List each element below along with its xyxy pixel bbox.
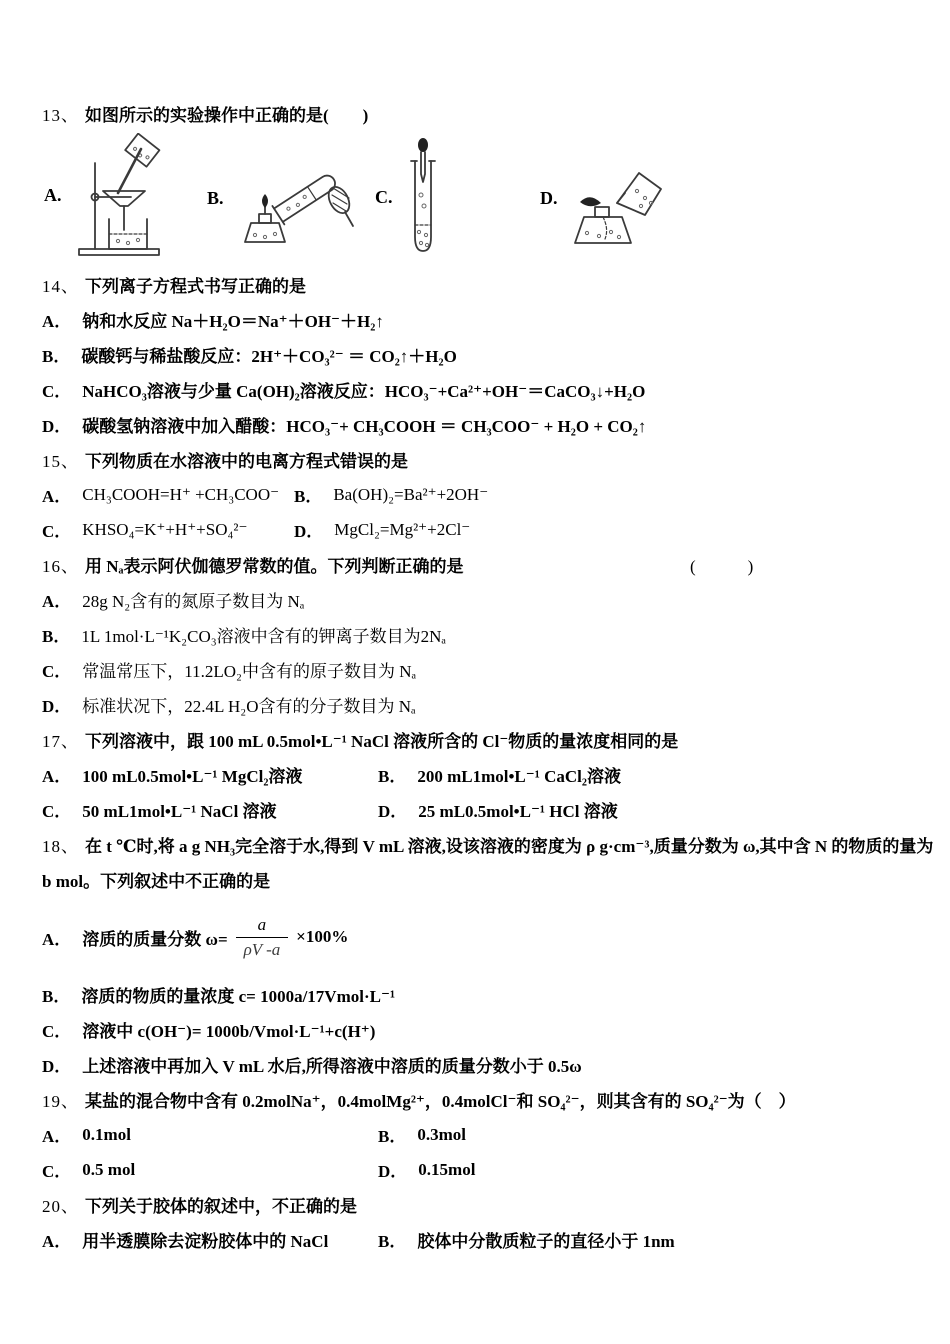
option-label: B． [42, 347, 71, 366]
q14-option-c [42, 372, 910, 407]
option-text: 胶体中分散质粒子的直径小于 1nm [417, 1232, 675, 1251]
option-label: B． [378, 1232, 407, 1251]
q17-option-a [42, 762, 378, 787]
question-13-number: 13、 [42, 106, 79, 125]
option-label: D． [294, 522, 324, 541]
option-label: A． [42, 312, 72, 331]
option-label: D． [42, 417, 72, 436]
option-text: 碳酸氢钠溶液中加入醋酸：HCO₃⁻+ CH₃COOH ＝ CH₃COO⁻ + H₂O + CO₂↑ [82, 417, 647, 436]
fraction-numerator: a [236, 915, 289, 938]
option-label: D． [378, 802, 408, 821]
q15-option-d [294, 517, 470, 542]
question-19-number: 19、 [42, 1092, 79, 1111]
figure-option-b [207, 148, 358, 248]
question-20-title-text: 下列关于胶体的叙述中，不正确的是 [85, 1197, 357, 1216]
option-label: A． [42, 1127, 72, 1146]
q19-option-a [42, 1122, 378, 1147]
option-text: 1L 1mol·L⁻¹K₂CO₃溶液中含有的钾离子数目为2Nₐ [81, 627, 447, 646]
question-15-title-text: 下列物质在水溶液中的电离方程式错误的是 [85, 452, 408, 471]
question-15-title [42, 442, 910, 477]
option-text: 50 mL1mol•L⁻¹ NaCl 溶液 [82, 802, 277, 821]
option-text: 上述溶液中再加入 V mL 水后,所得溶液中溶质的质量分数小于 0.5ω [82, 1057, 582, 1076]
option-label: C． [42, 522, 72, 541]
question-18-title-text-2: b mol。下列叙述中不正确的是 [42, 872, 271, 891]
q18-option-a [42, 897, 910, 977]
option-text: 溶液中 c(OH⁻)= 1000b/Vmol·L⁻¹+c(H⁺) [82, 1022, 376, 1041]
option-text: 常温常压下，11.2LO₂中含有的原子数目为 Nₐ [82, 662, 417, 681]
q20-options-row-1 [42, 1222, 910, 1257]
option-label: B． [42, 987, 71, 1006]
q14-option-d [42, 407, 910, 442]
option-label: A． [42, 592, 72, 611]
q17-option-d [378, 797, 618, 822]
figure-b-label: B. [207, 187, 224, 208]
figure-option-d [540, 151, 662, 246]
figure-a-label: A. [44, 185, 62, 205]
q17-options-row-1 [42, 757, 910, 792]
heating-test-tube-icon [233, 148, 358, 248]
option-text: 0.15mol [418, 1159, 476, 1179]
q19-options-row-1 [42, 1117, 910, 1152]
q14-option-a [42, 302, 910, 337]
figure-d-label: D. [540, 188, 558, 208]
question-16-title-text: 用 Nₐ表示阿伏伽德罗常数的值。下列判断正确的是 [85, 557, 464, 576]
q14-option-b [42, 337, 910, 372]
q19-option-c [42, 1157, 378, 1182]
figure-option-c [375, 137, 444, 257]
question-13-figure-row [42, 133, 910, 267]
option-text: 0.1mol [82, 1124, 131, 1144]
option-text: 28g N₂含有的氮原子数目为 Nₐ [82, 592, 305, 611]
option-label: B． [294, 487, 323, 506]
option-text: 25 mL0.5mol•L⁻¹ HCl 溶液 [418, 802, 618, 821]
option-label: D． [378, 1162, 408, 1181]
formula-suffix: ×100% [296, 927, 349, 946]
question-18-number: 18、 [42, 837, 79, 856]
question-14-number: 14、 [42, 277, 79, 296]
option-label: D． [42, 1057, 72, 1076]
question-15-number: 15、 [42, 452, 79, 471]
option-label: C． [42, 382, 72, 401]
question-17-title-text: 下列溶液中，跟 100 mL 0.5mol•L⁻¹ NaCl 溶液所含的 Cl⁻物质的量浓度相同的是 [85, 732, 679, 751]
question-18-title-text-1: 在 t ℃时,将 a g NH₃完全溶于水,得到 V mL 溶液,设该溶液的密度为 ρ g·cm⁻³,质量分数为 ω,其中含 N 的物质的量为 [85, 837, 934, 856]
q15-option-c [42, 517, 294, 542]
question-20-title [42, 1187, 910, 1222]
option-text: Ba(OH)₂=Ba²⁺+2OH⁻ [333, 484, 489, 504]
q15-option-a [42, 482, 294, 507]
option-label: C． [42, 1022, 72, 1041]
question-19-title-text: 某盐的混合物中含有 0.2molNa⁺，0.4molMg²⁺，0.4molCl⁻和 SO₄²⁻，则其含有的 SO₄²⁻为（ ） [85, 1092, 796, 1111]
answer-bracket: ( ) [690, 557, 760, 576]
option-text: 标准状况下，22.4L H₂O含有的分子数目为 Nₐ [82, 697, 416, 716]
formula-prefix: 溶质的质量分数 ω= [82, 929, 228, 949]
lighting-alcohol-lamp-icon [567, 151, 662, 246]
option-label: B． [42, 627, 71, 646]
option-text: MgCl₂=Mg²⁺+2Cl⁻ [334, 519, 471, 539]
q18-option-b [42, 977, 910, 1012]
option-text: 0.5 mol [82, 1159, 136, 1179]
option-text: NaHCO₃溶液与少量 Ca(OH)₂溶液反应：HCO₃⁻+Ca²⁺+OH⁻＝CaCO₃↓+H₂O [82, 382, 646, 401]
q20-option-a [42, 1227, 378, 1252]
q15-options-row-2 [42, 512, 910, 547]
option-label: C． [42, 662, 72, 681]
q19-option-b [378, 1122, 466, 1147]
q16-option-c [42, 652, 910, 687]
q16-option-a [42, 582, 910, 617]
q15-option-b [294, 482, 488, 507]
q15-options-row-1 [42, 477, 910, 512]
q19-option-d [378, 1157, 475, 1182]
option-text: 碳酸钙与稀盐酸反应：2H⁺＋CO₃²⁻ ＝ CO₂↑＋H₂O [81, 347, 457, 366]
question-16-title [42, 547, 910, 582]
option-label: B． [378, 1127, 407, 1146]
option-text: 用半透膜除去淀粉胶体中的 NaCl [82, 1232, 329, 1251]
option-label: A． [42, 1232, 72, 1251]
question-18-title-line2 [42, 862, 910, 897]
question-17-number: 17、 [42, 732, 79, 751]
question-20-number: 20、 [42, 1197, 79, 1216]
option-label: D． [42, 697, 72, 716]
q19-options-row-2 [42, 1152, 910, 1187]
question-18-title-line1 [42, 827, 934, 862]
question-14-title-text: 下列离子方程式书写正确的是 [85, 277, 306, 296]
q18-option-d [42, 1047, 910, 1082]
option-label: A． [42, 929, 72, 949]
option-text: KHSO₄=K⁺+H⁺+SO₄²⁻ [82, 519, 248, 539]
dropper-test-tube-icon [402, 137, 444, 257]
option-label: A． [42, 767, 72, 786]
option-text: CH₃COOH=H⁺ +CH₃COO⁻ [82, 484, 280, 504]
option-text: 100 mL0.5mol•L⁻¹ MgCl₂溶液 [82, 767, 303, 786]
q16-option-b [42, 617, 910, 652]
option-label: A． [42, 487, 72, 506]
option-text: 200 mL1mol•L⁻¹ CaCl₂溶液 [417, 767, 621, 786]
option-text: 溶质的物质的量浓度 c= 1000a/17Vmol·L⁻¹ [81, 987, 396, 1006]
option-text: 0.3mol [417, 1124, 466, 1144]
fraction-denominator: ρV -a [243, 939, 281, 959]
figure-option-a [44, 133, 166, 258]
option-label: B． [378, 767, 407, 786]
figure-c-label: C. [375, 186, 393, 207]
fraction [236, 915, 289, 960]
q18-option-c [42, 1012, 910, 1047]
question-16-number: 16、 [42, 557, 79, 576]
q17-option-c [42, 797, 378, 822]
q16-option-d [42, 687, 910, 722]
question-13-title [42, 96, 910, 131]
question-17-title [42, 722, 910, 757]
option-label: C． [42, 802, 72, 821]
option-label: C． [42, 1162, 72, 1181]
q17-option-b [378, 762, 621, 787]
question-14-title [42, 267, 910, 302]
question-19-title [42, 1082, 910, 1117]
q20-option-b [378, 1227, 675, 1252]
filtration-setup-icon [71, 133, 166, 258]
question-13-title-text: 如图所示的实验操作中正确的是( ) [85, 106, 369, 125]
q17-options-row-2 [42, 792, 910, 827]
option-text: 钠和水反应 Na＋H₂O＝Na⁺＋OH⁻＋H₂↑ [82, 312, 384, 331]
